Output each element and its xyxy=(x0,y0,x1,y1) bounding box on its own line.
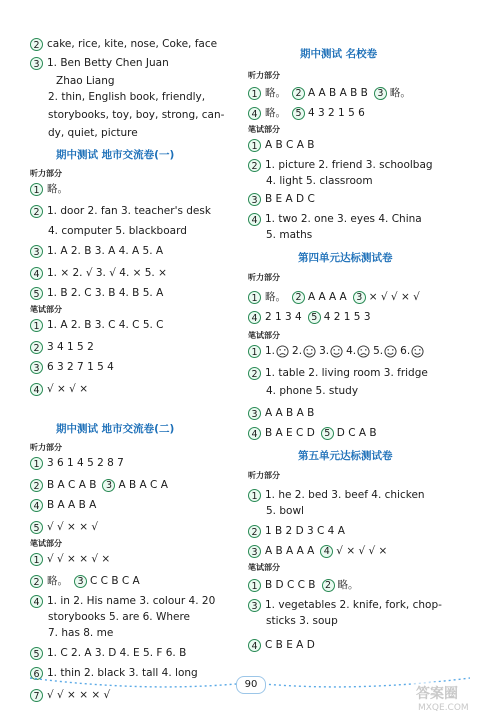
answer-text: C C B C A xyxy=(90,575,140,587)
section-subheading: 听力部分 xyxy=(248,273,280,282)
question-number-badge: 2 xyxy=(30,575,43,588)
question-number-badge: 2 xyxy=(322,579,335,592)
answer-line xyxy=(30,520,98,534)
answer-line xyxy=(248,426,377,440)
question-number-badge: 5 xyxy=(308,311,321,324)
answer-text: 1. thin 2. black 3. tall 4. long xyxy=(47,667,198,679)
question-number-badge: 6 xyxy=(30,667,43,680)
answer-text: 1. he 2. bed 3. beef 4. chicken xyxy=(265,489,425,501)
happy-face-icon xyxy=(330,345,343,358)
section-subheading: 笔试部分 xyxy=(248,331,280,340)
answer-text: 2. thin, English book, friendly, xyxy=(48,91,206,103)
question-number-badge: 4 xyxy=(248,213,261,226)
answer-line xyxy=(56,74,115,88)
answer-line xyxy=(248,138,314,152)
answer-text: 4 3 2 1 5 6 xyxy=(308,107,365,119)
answer-text: 1. vegetables 2. knife, fork, chop- xyxy=(265,599,442,611)
section-subheading: 听力部分 xyxy=(248,71,280,80)
answer-line xyxy=(248,598,442,612)
answer-line xyxy=(30,646,186,660)
answer-line xyxy=(30,56,169,70)
answer-text: B D C C B xyxy=(265,579,316,591)
question-number-badge: 2 xyxy=(248,159,261,172)
question-number-badge: 3 xyxy=(30,361,43,374)
answer-text: 3. xyxy=(319,345,330,357)
question-number-badge: 4 xyxy=(30,383,43,396)
answer-line xyxy=(48,626,113,640)
answer-text: 略。 xyxy=(47,575,68,587)
answer-line xyxy=(30,478,168,492)
answer-line xyxy=(248,192,315,206)
question-number-badge: 1 xyxy=(30,183,43,196)
answer-text: 1. picture 2. friend 3. schoolbag xyxy=(265,159,433,171)
section-subheading: 笔试部分 xyxy=(248,125,280,134)
question-number-badge: 1 xyxy=(248,345,261,358)
answer-line xyxy=(48,108,224,122)
answer-line xyxy=(266,614,338,628)
answer-line xyxy=(48,224,187,238)
section-title: 期中测试 名校卷 xyxy=(300,48,378,60)
answer-text: A B A C A xyxy=(118,479,168,491)
answer-text: storybooks, toy, boy, strong, can- xyxy=(48,109,225,121)
answer-line xyxy=(266,504,304,518)
answer-text: A B C A B xyxy=(265,139,315,151)
answer-text: 4. computer 5. blackboard xyxy=(48,225,187,237)
answer-text: D C A B xyxy=(336,427,377,439)
answer-line xyxy=(266,174,373,188)
answer-text: 略。 xyxy=(265,107,286,119)
answer-line xyxy=(30,594,215,608)
happy-face-icon xyxy=(384,345,397,358)
question-number-badge: 4 xyxy=(248,311,261,324)
question-number-badge: 1 xyxy=(248,87,261,100)
answer-text: √ × √ × xyxy=(47,383,88,395)
answer-text: 1. B 2. C 3. B 4. B 5. A xyxy=(47,287,164,299)
question-number-badge: 5 xyxy=(30,521,43,534)
answer-text: B A A B A xyxy=(47,499,97,511)
answer-text: 5. xyxy=(373,345,384,357)
watermark-logo xyxy=(412,682,496,712)
question-number-badge: 1 xyxy=(30,553,43,566)
answer-line xyxy=(248,524,345,538)
answer-text: 1. in 2. His name 3. colour 4. 20 xyxy=(47,595,216,607)
answer-line xyxy=(30,382,88,396)
answer-line xyxy=(248,344,427,358)
answer-line xyxy=(266,384,358,398)
happy-face-icon xyxy=(411,345,424,358)
happy-face-icon xyxy=(303,345,316,358)
answer-text: 4. light 5. classroom xyxy=(266,175,373,187)
sad-face-icon xyxy=(357,345,370,358)
answer-text: 1 B 2 D 3 C 4 A xyxy=(265,525,345,537)
answer-line xyxy=(30,360,114,374)
answer-text: C B E A D xyxy=(265,639,315,651)
question-number-badge: 3 xyxy=(374,87,387,100)
answer-line xyxy=(248,290,420,304)
question-number-badge: 2 xyxy=(30,38,43,51)
answer-text: 1. A 2. B 3. A 4. A 5. A xyxy=(47,245,164,257)
answer-text: √ √ × × √ × xyxy=(47,553,111,565)
answer-text: 1. door 2. fan 3. teacher's desk xyxy=(47,205,211,217)
answer-text: 2 1 3 4 xyxy=(265,311,302,323)
question-number-badge: 3 xyxy=(30,245,43,258)
question-number-badge: 3 xyxy=(102,479,115,492)
question-number-badge: 1 xyxy=(248,139,261,152)
question-number-badge: 2 xyxy=(30,341,43,354)
question-number-badge: 7 xyxy=(30,689,43,702)
question-number-badge: 2 xyxy=(30,479,43,492)
answer-line xyxy=(30,574,140,588)
answer-line xyxy=(30,266,167,280)
question-number-badge: 1 xyxy=(248,579,261,592)
answer-text: 3 6 1 4 5 2 8 7 xyxy=(47,457,124,469)
question-number-badge: 2 xyxy=(248,367,261,380)
answer-text: 1. × 2. √ 3. √ 4. × 5. × xyxy=(47,267,167,279)
answer-line xyxy=(48,90,205,104)
answer-text: 3 4 1 5 2 xyxy=(47,341,94,353)
answer-line xyxy=(30,552,110,566)
answer-text: dy, quiet, picture xyxy=(48,127,138,139)
section-title: 第五单元达标测试卷 xyxy=(298,450,393,462)
question-number-badge: 4 xyxy=(30,499,43,512)
section-subheading: 听力部分 xyxy=(30,443,62,452)
section-subheading: 笔试部分 xyxy=(248,563,280,572)
answer-line xyxy=(30,286,163,300)
question-number-badge: 3 xyxy=(353,291,366,304)
question-number-badge: 5 xyxy=(30,287,43,300)
answer-text: √ √ × × × √ xyxy=(47,689,111,701)
answer-text: 略。 xyxy=(265,87,286,99)
answer-text: × √ √ × √ xyxy=(368,291,420,303)
answer-text: 6 3 2 7 1 5 4 xyxy=(47,361,114,373)
section-subheading: 听力部分 xyxy=(30,169,62,178)
answer-text: B E A D C xyxy=(265,193,315,205)
answer-text: 4. phone 5. study xyxy=(266,385,359,397)
question-number-badge: 4 xyxy=(248,107,261,120)
section-subheading: 笔试部分 xyxy=(30,305,62,314)
answer-line xyxy=(30,456,124,470)
section-title: 期中测试 地市交流卷(二) xyxy=(56,423,175,435)
answer-text: 1. A 2. B 3. C 4. C 5. C xyxy=(47,319,164,331)
answer-line xyxy=(30,182,68,196)
section-subheading: 听力部分 xyxy=(248,471,280,480)
question-number-badge: 4 xyxy=(248,639,261,652)
answer-line xyxy=(248,310,371,324)
answer-text: √ √ × × √ xyxy=(47,521,99,533)
answer-text: storybooks 5. are 6. Where xyxy=(48,611,191,623)
answer-text: 4 2 1 5 3 xyxy=(323,311,371,323)
question-number-badge: 3 xyxy=(248,193,261,206)
answer-text: A A B A B xyxy=(265,407,315,419)
answer-line xyxy=(30,204,211,218)
answer-text: 1. xyxy=(265,345,276,357)
question-number-badge: 5 xyxy=(321,427,334,440)
question-number-badge: 2 xyxy=(292,291,305,304)
answer-text: sticks 3. soup xyxy=(266,615,338,627)
question-number-badge: 2 xyxy=(248,525,261,538)
answer-line xyxy=(248,212,422,226)
question-number-badge: 1 xyxy=(248,291,261,304)
answer-text: 5. maths xyxy=(266,229,313,241)
answer-text: 4. xyxy=(346,345,357,357)
answer-text: Zhao Liang xyxy=(56,75,115,87)
answer-line xyxy=(30,498,96,512)
answer-line xyxy=(48,126,138,140)
answer-line xyxy=(30,244,163,258)
answer-line xyxy=(248,86,411,100)
svg-text:答案圈: 答案圈 xyxy=(416,686,458,702)
page-number: 90 xyxy=(236,676,266,694)
answer-text: B A E C D xyxy=(265,427,315,439)
question-number-badge: 4 xyxy=(30,595,43,608)
answer-text: 略。 xyxy=(337,579,359,591)
svg-text:MXQE.COM: MXQE.COM xyxy=(418,703,469,712)
answer-text: 5. bowl xyxy=(266,505,304,517)
question-number-badge: 3 xyxy=(248,599,261,612)
answer-text: √ × √ √ × xyxy=(336,545,388,557)
answer-text: 1. Ben Betty Chen Juan xyxy=(47,57,169,69)
question-number-badge: 4 xyxy=(30,267,43,280)
question-number-badge: 2 xyxy=(292,87,305,100)
question-number-badge: 3 xyxy=(74,575,87,588)
answer-line xyxy=(30,340,94,354)
answer-text: A A A A xyxy=(308,291,347,303)
section-subheading: 笔试部分 xyxy=(30,539,62,548)
answer-line xyxy=(248,544,387,558)
answer-text: 6. xyxy=(400,345,411,357)
answer-text: 1. two 2. one 3. eyes 4. China xyxy=(265,213,422,225)
question-number-badge: 4 xyxy=(320,545,333,558)
answer-text: A A B A B B xyxy=(308,87,368,99)
answer-text: 7. has 8. me xyxy=(48,627,114,639)
question-number-badge: 5 xyxy=(30,647,43,660)
answer-line xyxy=(248,106,365,120)
question-number-badge: 3 xyxy=(248,545,261,558)
answer-text: 1. table 2. living room 3. fridge xyxy=(265,367,428,379)
answer-text: 略。 xyxy=(265,291,286,303)
answer-text: A B A A A xyxy=(265,545,315,557)
answer-text: 1. C 2. A 3. D 4. E 5. F 6. B xyxy=(47,647,187,659)
question-number-badge: 1 xyxy=(248,489,261,502)
answer-line xyxy=(248,158,433,172)
answer-line xyxy=(248,638,315,652)
answer-line xyxy=(30,318,164,332)
answer-line xyxy=(248,366,428,380)
answer-line xyxy=(48,610,190,624)
answer-line xyxy=(248,406,314,420)
answer-line xyxy=(266,228,312,242)
answer-line xyxy=(248,488,425,502)
answer-text: 略。 xyxy=(47,183,68,195)
answer-text: cake, rice, kite, nose, Coke, face xyxy=(47,38,218,50)
question-number-badge: 1 xyxy=(30,319,43,332)
question-number-badge: 1 xyxy=(30,457,43,470)
section-title: 期中测试 地市交流卷(一) xyxy=(56,149,175,161)
question-number-badge: 2 xyxy=(30,205,43,218)
answer-line xyxy=(248,578,359,592)
answer-text: 2. xyxy=(292,345,303,357)
section-title: 第四单元达标测试卷 xyxy=(298,252,393,264)
sad-face-icon xyxy=(276,345,289,358)
question-number-badge: 4 xyxy=(248,427,261,440)
question-number-badge: 3 xyxy=(248,407,261,420)
answer-text: 略。 xyxy=(389,87,411,99)
answer-line xyxy=(30,37,217,51)
answer-text: B A C A B xyxy=(47,479,97,491)
question-number-badge: 3 xyxy=(30,57,43,70)
question-number-badge: 5 xyxy=(292,107,305,120)
